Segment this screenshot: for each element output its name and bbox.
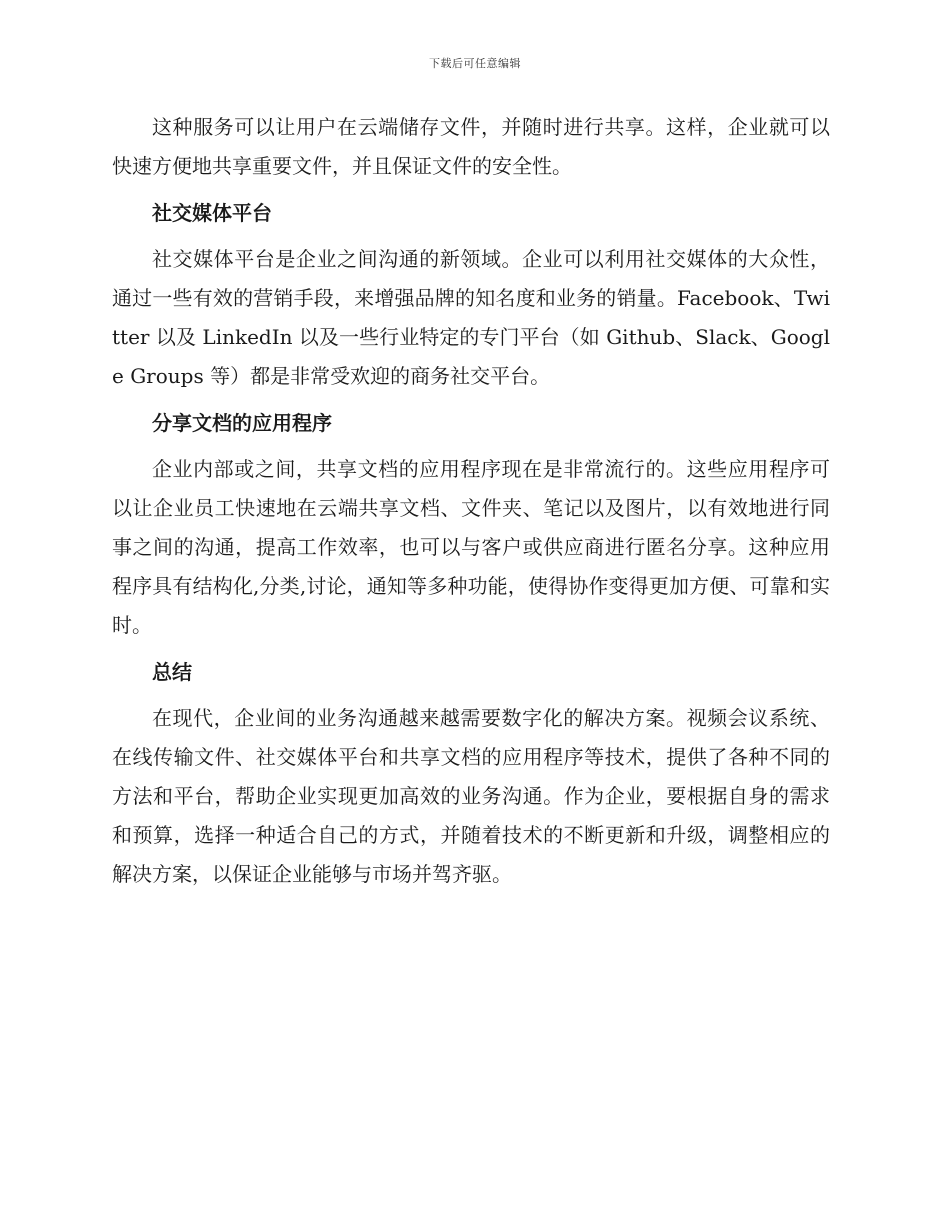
paragraph-summary: 在现代，企业间的业务沟通越来越需要数字化的解决方案。视频会议系统、在线传输文件、社交媒体平台和共享文档的应用程序等技术，提供了各种不同的方法和平台，帮助企业实现更加高效的业务沟通。作为企业，要根据自身的需求和预算，选择一种适合自己的方式，并随着技术的不断更新和升级，调整相应的解决方案，以保证企业能够与市场并驾齐驱。 [112,706,830,886]
section-heading-document-sharing-apps: 分享文档的应用程序 [152,411,332,435]
document-body [112,108,830,902]
paragraph-file-sharing: 这种服务可以让用户在云端储存文件，并随时进行共享。这样，企业就可以快速方便地共享重要文件，并且保证文件的安全性。 [112,115,830,178]
section-heading-summary: 总结 [152,660,192,684]
paragraph-social-media: 社交媒体平台是企业之间沟通的新领域。企业可以利用社交媒体的大众性，通过一些有效的营销手段，来增强品牌的知名度和业务的销量。Facebook、Twitter 以及 LinkedIn 以及一些行业特定的专门平台（如 Github、Slack、Google Groups 等）都是非常受欢迎的商务社交平台。 [112,247,830,388]
section-heading-social-media: 社交媒体平台 [152,201,272,225]
paragraph-document-sharing-apps: 企业内部或之间，共享文档的应用程序现在是非常流行的。这些应用程序可以让企业员工快速地在云端共享文档、文件夹、笔记以及图片，以有效地进行同事之间的沟通，提高工作效率，也可以与客户或供应商进行匿名分享。这种应用程序具有结构化,分类,讨论，通知等多种功能，使得协作变得更加方便、可靠和实时。 [112,457,830,637]
page-header: 下载后可任意编辑 [429,57,521,70]
